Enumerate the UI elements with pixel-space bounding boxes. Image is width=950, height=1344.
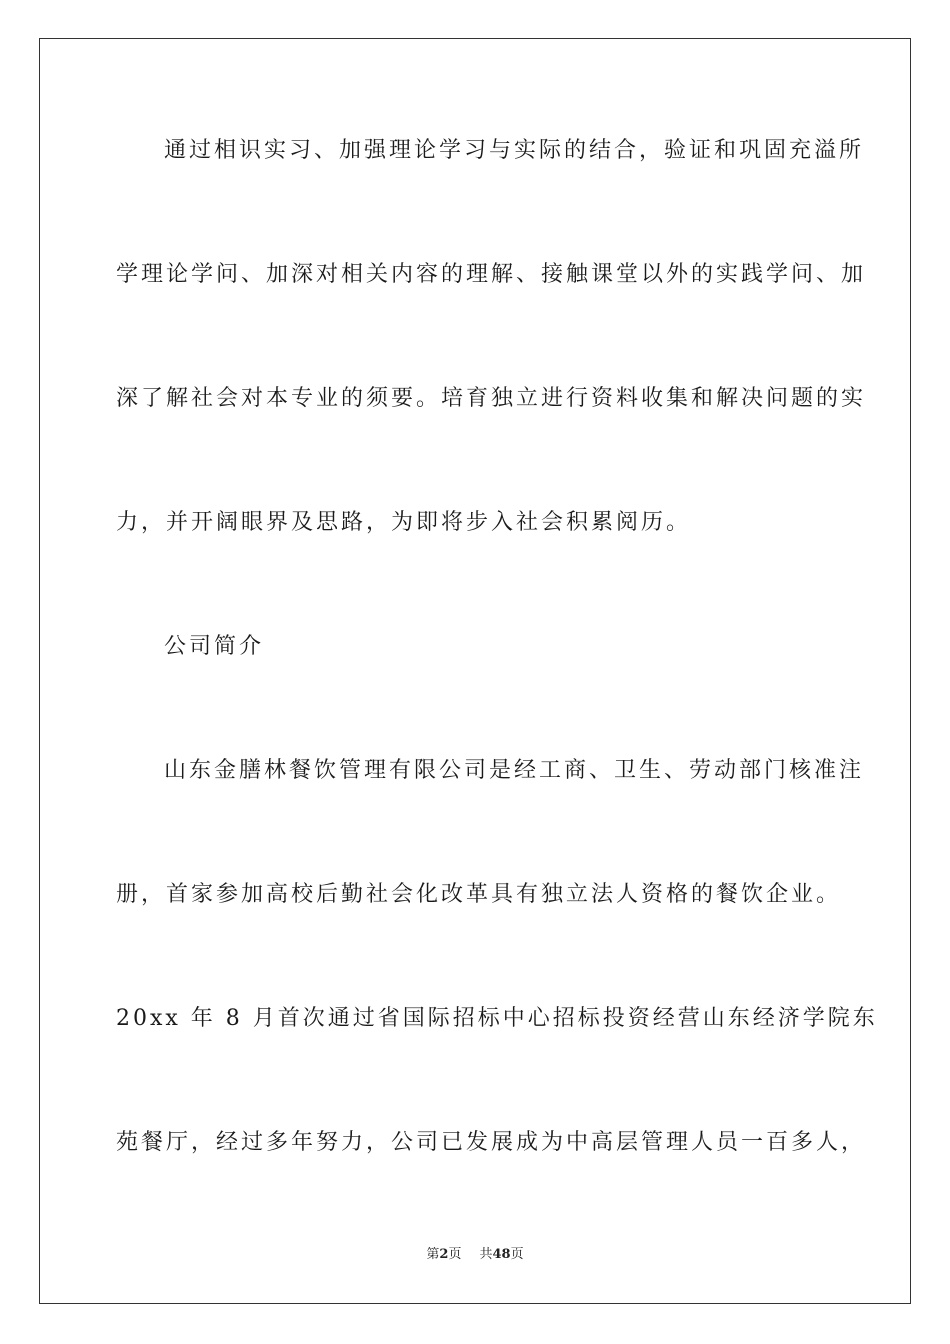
footer-total-suffix: 页 — [510, 1247, 524, 1262]
paragraph-line: 20xx 年 8 月首次通过省国际招标中心招标投资经营山东经济学院东 — [116, 1006, 878, 1031]
paragraph-line: 山东金膳林餐饮管理有限公司是经工商、卫生、劳动部门核准注 — [164, 758, 865, 783]
page-border — [39, 38, 911, 1304]
page-footer — [0, 1246, 950, 1264]
section-heading: 公司简介 — [164, 634, 265, 659]
footer-page-suffix: 页 — [448, 1247, 462, 1262]
paragraph-line: 苑餐厅，经过多年努力，公司已发展成为中高层管理人员一百多人， — [116, 1130, 867, 1155]
page-number: 2 — [439, 1247, 449, 1262]
footer-total-prefix: 共 — [479, 1247, 493, 1262]
paragraph-line: 力，并开阔眼界及思路，为即将步入社会积累阅历。 — [116, 510, 692, 535]
footer-prefix: 第 — [426, 1247, 440, 1262]
paragraph-line: 学理论学问、加深对相关内容的理解、接触课堂以外的实践学问、加 — [116, 262, 867, 287]
total-pages: 48 — [492, 1247, 511, 1262]
paragraph-line: 册，首家参加高校后勤社会化改革具有独立法人资格的餐饮企业。 — [116, 882, 842, 907]
paragraph-line: 通过相识实习、加强理论学习与实际的结合，验证和巩固充溢所 — [164, 138, 865, 163]
paragraph-line: 深了解社会对本专业的须要。培育独立进行资料收集和解决问题的实 — [116, 386, 867, 411]
